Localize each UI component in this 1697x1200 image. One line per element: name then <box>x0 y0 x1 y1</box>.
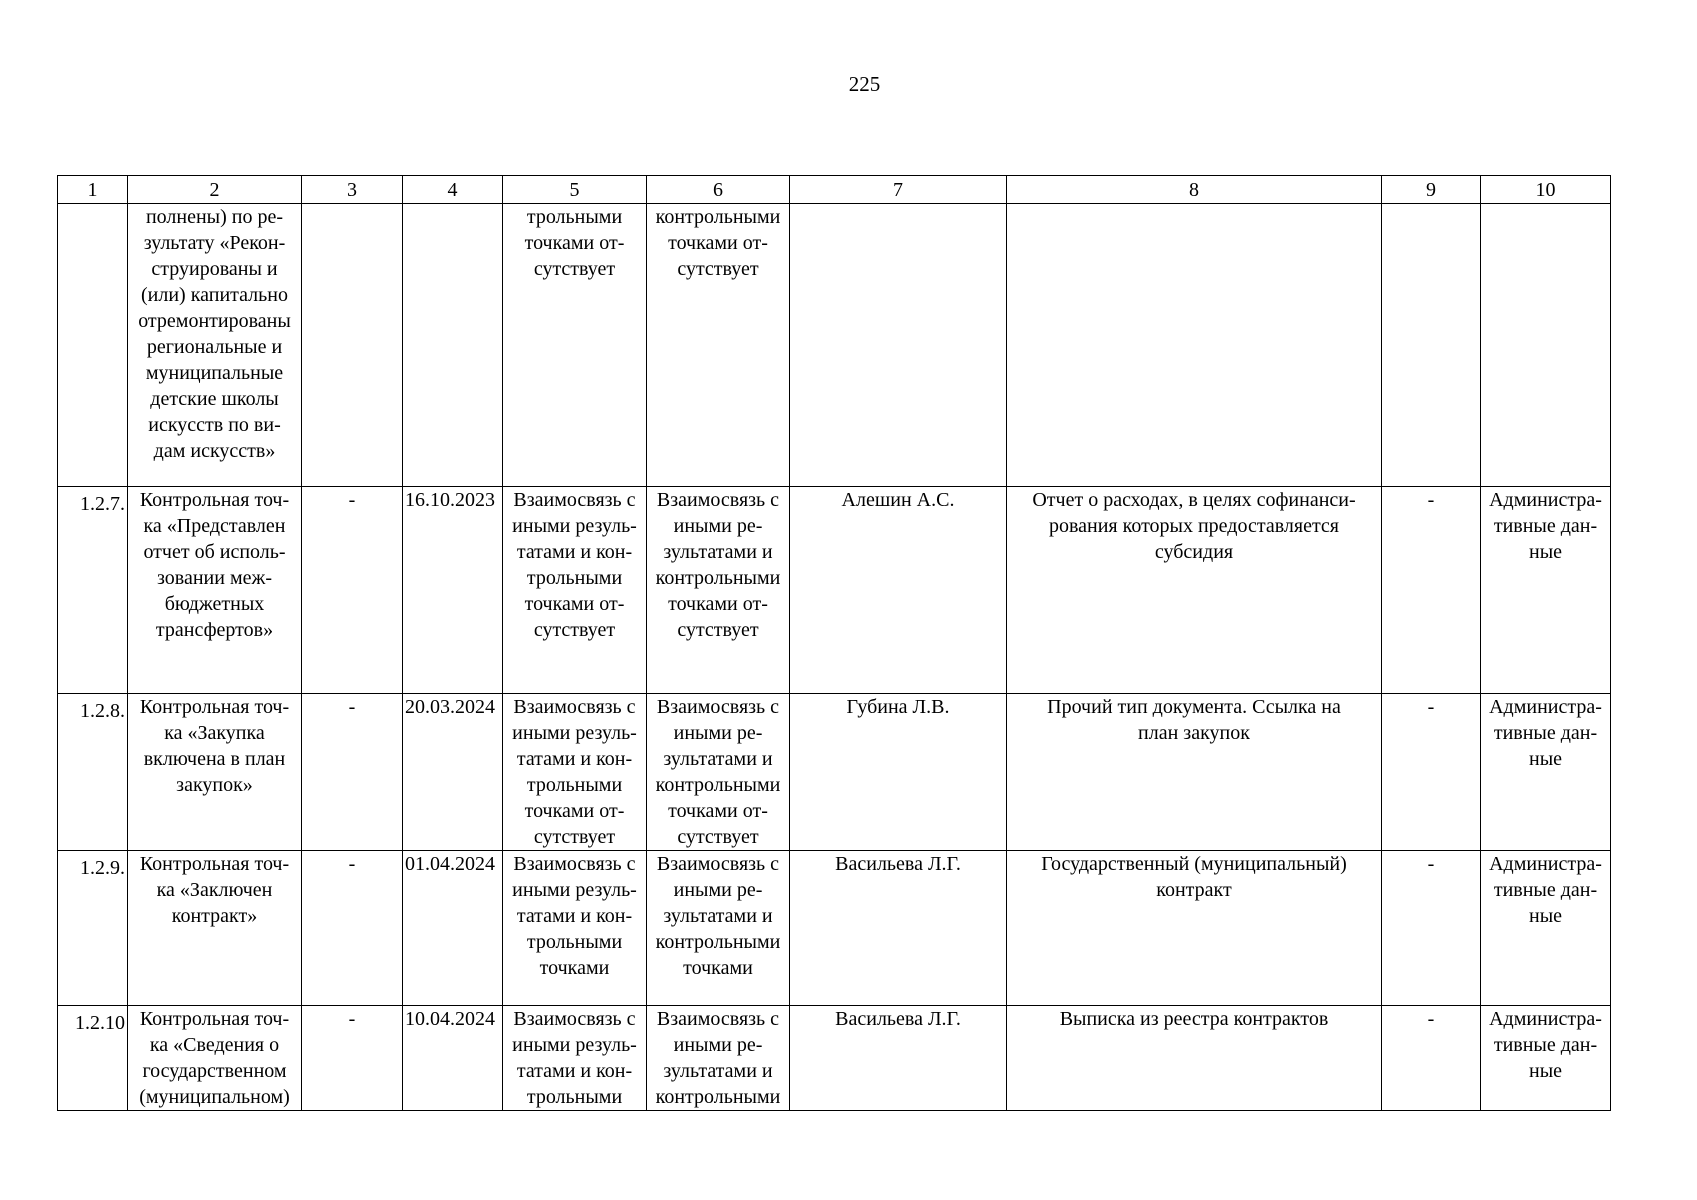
data-source: Администра- тивные дан- ные <box>1481 694 1611 851</box>
page-number: 225 <box>848 72 881 96</box>
deadline-date: 20.03.2024 <box>403 694 503 851</box>
responsible-person: Алешин А.С. <box>790 487 1007 694</box>
column-3-value: - <box>302 1006 403 1111</box>
table-row <box>58 487 1611 694</box>
deadline-date: 01.04.2024 <box>403 851 503 1006</box>
relation-results-text: Взаимосвязь с иными резуль- татами и кон- трольными точками <box>503 851 647 1006</box>
column-3-value: - <box>302 487 403 694</box>
data-source: Администра- тивные дан- ные <box>1481 1006 1611 1111</box>
column-3-value <box>302 204 403 487</box>
responsible-person: Васильева Л.Г. <box>790 1006 1007 1111</box>
data-source: Администра- тивные дан- ные <box>1481 851 1611 1006</box>
document-type <box>1007 204 1382 487</box>
control-point-name: Контрольная точ- ка «Сведения о государственном (муниципальном) <box>128 1006 302 1111</box>
responsible-person: Васильева Л.Г. <box>790 851 1007 1006</box>
relation-control-points-text: контрольными точками от- сутствует <box>647 204 790 487</box>
relation-results-text: Взаимосвязь с иными резуль- татами и кон- трольными точками от- сутствует <box>503 694 647 851</box>
table-row <box>58 1006 1611 1111</box>
column-9-value: - <box>1382 694 1481 851</box>
column-header: 6 <box>647 176 790 204</box>
deadline-date: 10.04.2024 <box>403 1006 503 1111</box>
relation-control-points-text: Взаимосвязь с иными ре- зультатами и контрольными точками <box>647 851 790 1006</box>
column-header: 9 <box>1382 176 1481 204</box>
control-point-name: Контрольная точ- ка «Закупка включена в план закупок» <box>128 694 302 851</box>
column-9-value: - <box>1382 487 1481 694</box>
column-9-value: - <box>1382 851 1481 1006</box>
column-header: 7 <box>790 176 1007 204</box>
table-row <box>58 204 1611 487</box>
relation-results-text: Взаимосвязь с иными резуль- татами и кон- трольными <box>503 1006 647 1111</box>
table-header-row <box>58 176 1611 204</box>
column-header: 4 <box>403 176 503 204</box>
data-source: Администра- тивные дан- ные <box>1481 487 1611 694</box>
control-point-name: Контрольная точ- ка «Представлен отчет об исполь- зовании меж- бюджетных трансфертов» <box>128 487 302 694</box>
relation-control-points-text: Взаимосвязь с иными ре- зультатами и контрольными точками от- сутствует <box>647 487 790 694</box>
control-point-name: Контрольная точ- ка «Заключен контракт» <box>128 851 302 1006</box>
row-number: 1.2.10 <box>58 1006 128 1111</box>
row-number: 1.2.9. <box>58 851 128 1006</box>
document-type: Выписка из реестра контрактов <box>1007 1006 1382 1111</box>
document-type: Прочий тип документа. Ссылка на план закупок <box>1007 694 1382 851</box>
row-number <box>58 204 128 487</box>
row-number: 1.2.8. <box>58 694 128 851</box>
column-header: 10 <box>1481 176 1611 204</box>
column-header: 1 <box>58 176 128 204</box>
relation-results-text: трольными точками от- сутствует <box>503 204 647 487</box>
document-type: Отчет о расходах, в целях софинанси- рования которых предоставляется субсидия <box>1007 487 1382 694</box>
table-row <box>58 851 1611 1006</box>
column-header: 3 <box>302 176 403 204</box>
column-3-value: - <box>302 851 403 1006</box>
responsible-person <box>790 204 1007 487</box>
relation-control-points-text: Взаимосвязь с иными ре- зультатами и контрольными <box>647 1006 790 1111</box>
column-header: 2 <box>128 176 302 204</box>
responsible-person: Губина Л.В. <box>790 694 1007 851</box>
control-points-table <box>57 175 1611 1111</box>
data-source <box>1481 204 1611 487</box>
deadline-date: 16.10.2023 <box>403 487 503 694</box>
column-header: 8 <box>1007 176 1382 204</box>
control-point-name: полнены) по ре- зультату «Рекон- струированы и (или) капитально отремонтированы региональные и муниципальные детские школы искусств по ви- дам искусств» <box>128 204 302 487</box>
document-type: Государственный (муниципальный) контракт <box>1007 851 1382 1006</box>
relation-control-points-text: Взаимосвязь с иными ре- зультатами и контрольными точками от- сутствует <box>647 694 790 851</box>
deadline-date <box>403 204 503 487</box>
column-9-value <box>1382 204 1481 487</box>
row-number: 1.2.7. <box>58 487 128 694</box>
column-3-value: - <box>302 694 403 851</box>
column-9-value: - <box>1382 1006 1481 1111</box>
table-row <box>58 694 1611 851</box>
relation-results-text: Взаимосвязь с иными резуль- татами и кон- трольными точками от- сутствует <box>503 487 647 694</box>
column-header: 5 <box>503 176 647 204</box>
